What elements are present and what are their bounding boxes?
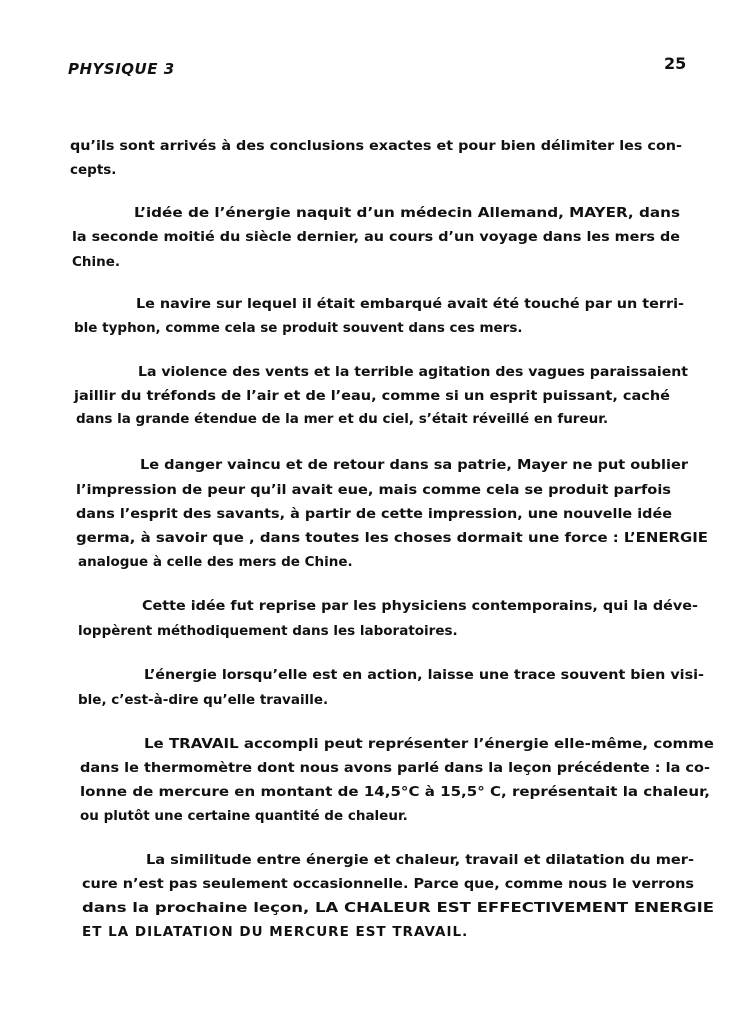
text-line: jaillir du tréfonds de l’air et de l’eau, comme si un esprit puissant, caché	[74, 388, 670, 404]
text-line: Le navire sur lequel il était embarqué avait été touché par un terri-	[136, 296, 685, 312]
text-line: cure n’est pas seulement occasionnelle. Parce que, comme nous le verrons	[82, 876, 695, 892]
running-header-title: PHYSIQUE 3	[68, 60, 175, 78]
text-line: germa, à savoir que , dans toutes les choses dormait une force : L’ENERGIE	[76, 530, 708, 546]
text-line: l’impression de peur qu’il avait eue, mais comme cela se produit parfois	[76, 482, 671, 498]
text-line: L’idée de l’énergie naquit d’un médecin Allemand, MAYER, dans	[134, 205, 680, 221]
text-line: Le TRAVAIL accompli peut représenter l’énergie elle-même, comme	[144, 736, 714, 752]
text-line: la seconde moitié du siècle dernier, au cours d’un voyage dans les mers de	[72, 229, 681, 245]
text-line: dans la prochaine leçon, LA CHALEUR EST EFFECTIVEMENT ENERGIE	[82, 900, 715, 916]
text-line: dans le thermomètre dont nous avons parlé dans la leçon précédente : la co-	[80, 760, 710, 776]
text-line: analogue à celle des mers de Chine.	[78, 554, 353, 570]
text-line: ble typhon, comme cela se produit souvent dans ces mers.	[74, 320, 523, 336]
text-line: cepts.	[70, 162, 117, 178]
text-line: Cette idée fut reprise par les physiciens contemporains, qui la déve-	[142, 598, 698, 614]
text-line: Chine.	[72, 254, 121, 270]
text-line: dans la grande étendue de la mer et du ciel, s’était réveillé en fureur.	[76, 411, 609, 427]
text-line: lonne de mercure en montant de 14,5°C à 15,5° C, représentait la chaleur,	[80, 784, 711, 800]
text-line: qu’ils sont arrivés à des conclusions exactes et pour bien délimiter les con-	[70, 138, 683, 154]
text-line: Le danger vaincu et de retour dans sa patrie, Mayer ne put oublier	[140, 457, 689, 473]
text-line: ou plutôt une certaine quantité de chaleur.	[80, 808, 408, 824]
page-number: 25	[664, 54, 687, 73]
text-line: La similitude entre énergie et chaleur, travail et dilatation du mer-	[146, 852, 694, 868]
text-line: L’énergie lorsqu’elle est en action, laisse une trace souvent bien visi-	[144, 667, 704, 683]
text-line: ET LA DILATATION DU MERCURE EST TRAVAIL.	[82, 924, 469, 940]
text-line: loppèrent méthodiquement dans les laboratoires.	[78, 623, 458, 639]
text-line: dans l’esprit des savants, à partir de cette impression, une nouvelle idée	[76, 506, 672, 522]
text-line: ble, c’est-à-dire qu’elle travaille.	[78, 692, 329, 708]
text-line: La violence des vents et la terrible agitation des vagues paraissaient	[138, 364, 689, 380]
